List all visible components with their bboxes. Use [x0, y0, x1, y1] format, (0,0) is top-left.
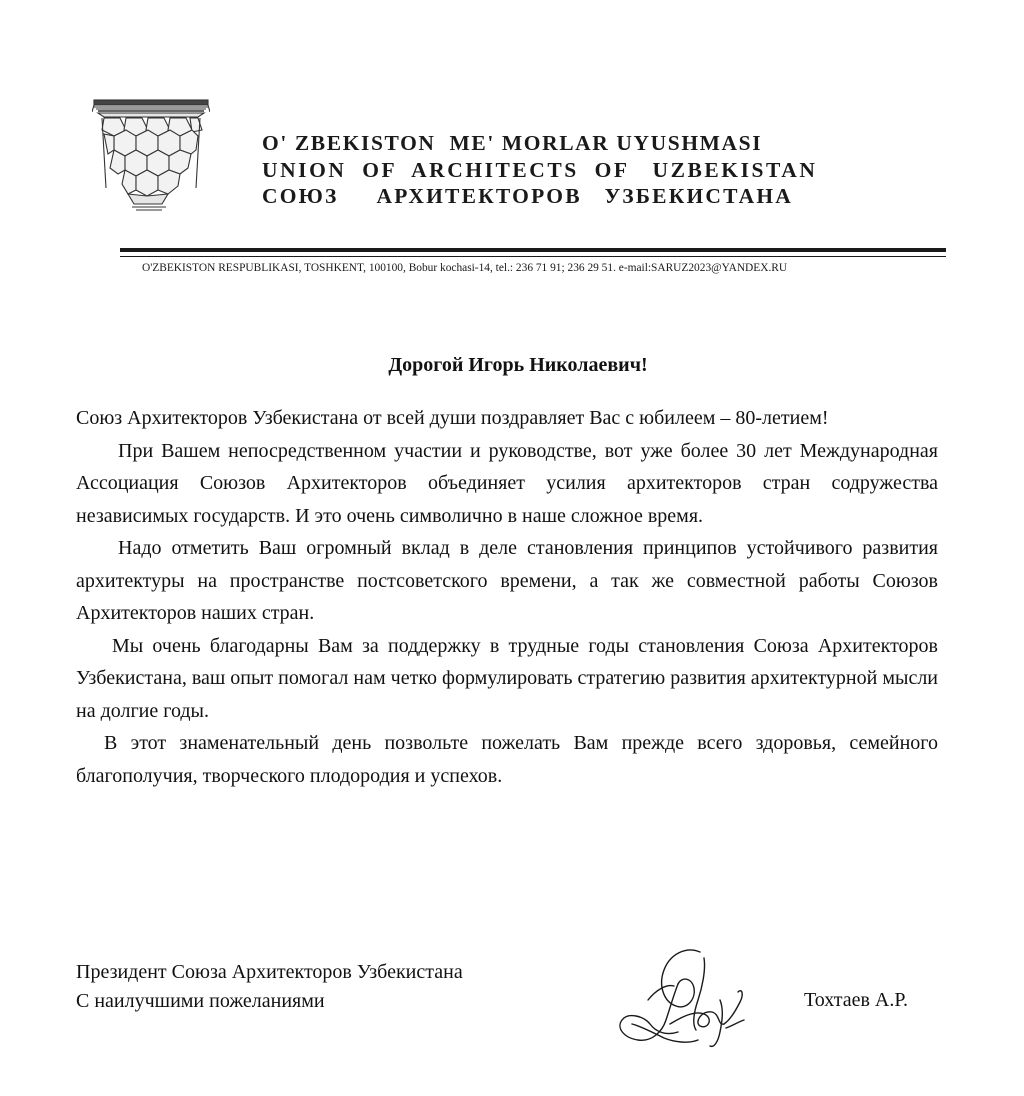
- letterhead-divider-thin: [120, 256, 946, 257]
- organization-name-russian: СОЮЗ АРХИТЕКТОРОВ УЗБЕКИСТАНА: [262, 184, 793, 208]
- signer-name: Тохтаев А.Р.: [804, 989, 908, 1011]
- letter-closing: С наилучшими пожеланиями: [76, 990, 325, 1012]
- organization-name-english: UNION OF ARCHITECTS OF UZBEKISTAN: [262, 157, 818, 182]
- letterhead-divider-thick: [120, 248, 946, 252]
- letter-paragraph: При Вашем непосредственном участии и руководстве, вот уже более 30 лет Международная Ассоциация Союзов Архитекторов объединяет усилия архитекторов стран содружества независимых государств. И это очень символично в наше сложное время.: [76, 439, 938, 527]
- organization-names: [262, 130, 817, 210]
- signer-position-title: Президент Союза Архитекторов Узбекистана: [76, 961, 463, 983]
- letter-paragraph: Союз Архитекторов Узбекистана от всей души поздравляет Вас с юбилеем – 80-летием!: [76, 407, 829, 429]
- letter-body: [76, 402, 938, 792]
- letter-paragraph: В этот знаменательный день позвольте пожелать Вам прежде всего здоровья, семейного благополучия, творческого плодородия и успехов.: [76, 732, 938, 787]
- letter-greeting: Дорогой Игорь Николаевич!: [388, 354, 648, 376]
- letter-paragraph: Мы очень благодарны Вам за поддержку в трудные годы становления Союза Архитекторов Узбекистана, ваш опыт помогал нам четко формулировать стратегию развития архитектурной мысли на долгие годы.: [76, 634, 938, 722]
- handwritten-signature-icon: [608, 940, 768, 1055]
- signature-title-block: [76, 958, 463, 1016]
- letter-paragraph: Надо отметить Ваш огромный вклад в деле становления принципов устойчивого развития архитектуры на пространстве постсоветского времени, а так же совместной работы Союзов Архитекторов наших стран.: [76, 537, 938, 624]
- union-of-architects-emblem-icon: [92, 98, 210, 213]
- organization-name-uzbek: O' ZBEKISTON ME' MORLAR UYUSHMASI: [262, 131, 763, 155]
- organization-address: O'ZBEKISTON RESPUBLIKASI, TOSHKENT, 100100, Bobur kochasi-14, tel.: 236 71 91; 236 29 51. e-mail:SARUZ2023@YANDEX.RU: [142, 262, 788, 274]
